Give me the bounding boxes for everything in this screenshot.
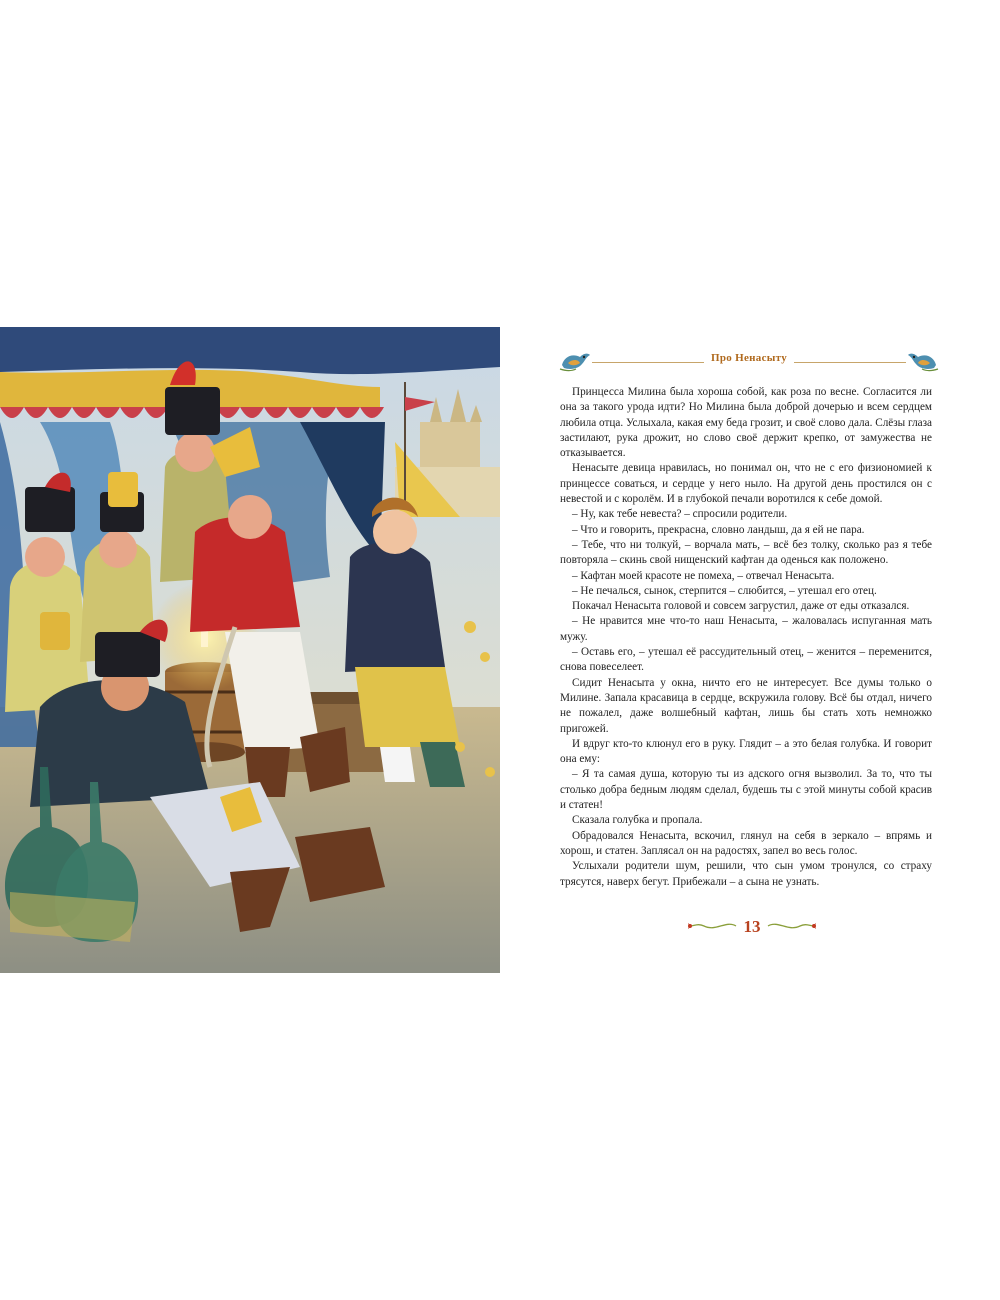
paragraph: И вдруг кто-то клюнул его в руку. Глядит – а это белая голубка. И говорит она ему: — [560, 737, 932, 766]
page-number-block — [682, 915, 822, 939]
running-head — [560, 347, 938, 377]
paragraph: – Кафтан моей красоте не помеха, – отвечал Ненасыта. — [572, 569, 835, 582]
paragraph: – Не нравится мне что-то наш Ненасыта, – жаловалась испуганная мать мужу. — [560, 615, 932, 643]
paragraph: Сказала голубка и пропала. — [572, 814, 703, 827]
paragraph: Обрадовался Ненасыта, вскочил, глянул на себя в зеркало – впрямь и хорош, и статен. Заплясал он на радостях, запел во весь голос. — [560, 829, 932, 857]
tent-roof — [0, 327, 500, 374]
paragraph: – Оставь его, – утешал её рассудительный отец, – женится – переменится, снова повеселеет. — [560, 646, 932, 674]
bird-ornament-icon — [906, 347, 940, 375]
paragraph: Ненасыте девица нравилась, но понимал он, что не с его физиономией к принцессе соваться, и сердце у него ныло. На другой день простился он с невестой и с королём. И в глубокой печали воротился к себе домой. — [560, 462, 932, 506]
tavern-scene-illustration — [0, 327, 500, 973]
flourish-right-icon — [766, 918, 818, 934]
paragraph: Принцесса Милина была хороша собой, как роза по весне. Согласится ли она за такого урода идти? Но Милина была доброй дочерью и всем сердцем любила отца. Услыхала, какая ему беда грозит, и своё слово дала. Слёзы глаза застилают, рука дрожит, но слово своё держит крепко, от замужества не отказывается. — [560, 386, 932, 460]
paragraph: – Я та самая душа, которую ты из адского огня вызволил. За то, что ты столько добра бедным людям сделал, будешь ты с этой минуты собой красив и статен! — [560, 768, 932, 812]
paragraph: – Что и говорить, прекрасна, словно ландыш, да я ей не пара. — [572, 523, 865, 536]
paragraph: Сидит Ненасыта у окна, ничто его не интересует. Все думы только о Милине. Запала красавица в сердце, вскружила голову. Всё бы отдал, ничего не пожалел, даже волшебный кафтан, лишь бы стать хоть немножко пригожей. — [560, 676, 932, 735]
paragraph: Покачал Ненасыта головой и совсем загрустил, даже от еды отказался. — [572, 600, 910, 613]
paragraph: – Ну, как тебе невеста? – спросили родители. — [572, 508, 788, 521]
paragraph: – Тебе, что ни толкуй, – ворчала мать, – всё без толку, сколько раз я тебе повторяла – скинь свой нищенский кафтан да оденься как положено. — [560, 538, 932, 567]
illustration-art — [0, 327, 500, 973]
page-number: 13 — [743, 917, 761, 936]
story-text — [560, 385, 932, 890]
running-head-title: Про Ненасыту — [710, 352, 788, 364]
text-page — [500, 327, 1000, 973]
paragraph: Услыхали родители шум, решили, что сын умом тронулся, со страху трясутся, наверх бегут. Прибежали – а сына не узнать. — [560, 860, 932, 888]
paragraph: – Не печалься, сынок, стерпится – слюбится, – утешал его отец. — [572, 584, 877, 597]
head-rule-right — [794, 362, 906, 363]
